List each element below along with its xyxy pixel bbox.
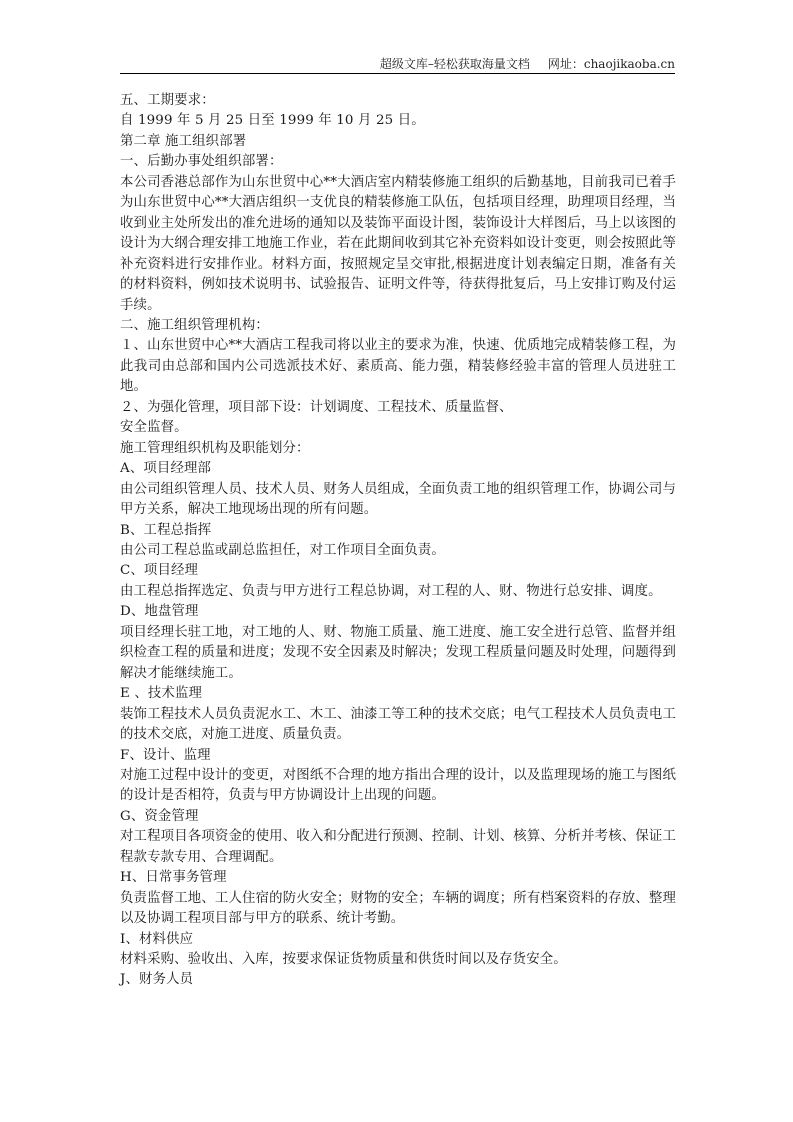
org-functions-heading: 施工管理组织机构及职能划分： [120,440,310,456]
org-item-2: ２、为强化管理，项目部下设：计划调度、工程技术、质量监督、 [120,399,513,415]
role-heading-f: F、设计、监理 [120,747,211,763]
role-desc-i: 材料采购、验收出、入库，按要求保证货物质量和供货时间以及存货安全。 [120,952,567,968]
role-desc-c: 由工程总指挥选定、负责与甲方进行工程总协调，对工程的人、财、物进行总安排、调度。 [120,583,662,599]
org-item-2-continued: 安全监督。 [120,420,188,436]
role-desc-b: 由公司工程总监或副总监担任，对工作项目全面负责。 [120,542,445,558]
section-heading-schedule: 五、工期要求： [120,93,215,108]
role-heading-j: J、财务人员 [120,972,194,988]
role-desc-g: 对工程项目各项资金的使用、收入和分配进行预测、控制、计划、核算、分析并考核、保证工程款专款专用、合理调配。 [120,829,676,865]
role-heading-d: D、地盘管理 [120,604,199,620]
chapter-title: 第二章 施工组织部署 [120,133,247,149]
role-desc-d: 项目经理长驻工地，对工地的人、财、物施工质量、施工进度、施工安全进行总管、监督并组织检查工程的质量和进度；发现不安全因素及时解决；发现工程质量问题及时处理，问题得到解决才能继续施工。 [120,624,676,681]
site-url[interactable]: chaojikaoba.cn [583,57,675,71]
url-label: 网址： [547,57,584,71]
role-desc-e: 装饰工程技术人员负责泥水工、木工、油漆工等工种的技术交底；电气工程技术人员负责电工的技术交底，对施工进度、质量负责。 [120,706,676,743]
section-heading-logistics: 一、后勤办事处组织部署： [120,154,283,170]
org-item-1: １、山东世贸中心**大酒店工程我司将以业主的要求为准，快速、优质地完成精装修工程，为此我司由总部和国内公司选派技术好、素质高、能力强，精装修经验丰富的管理人员进驻工地。 [120,338,676,395]
page-header [120,56,675,72]
document-body [120,91,676,991]
role-heading-a: A、项目经理部 [120,461,212,477]
role-desc-f: 对施工过程中设计的变更，对图纸不合理的地方指出合理的设计，以及监理现场的施工与图纸的设计是否相符，负责与甲方协调设计上出现的问题。 [120,767,676,804]
role-heading-c: C、项目经理 [120,563,199,579]
logistics-paragraph: 本公司香港总部作为山东世贸中心**大酒店室内精装修施工组织的后勤基地，目前我司已着手为山东世贸中心**大酒店组织一支优良的精装修施工队伍，包括项目经理，助理项目经理，当收到业主处所发出的准允进场的通知以及装饰平面设计图，装饰设计大样图后，马上以该图的设计为大纲合理安排工地施工作业，若在此期间收到其它补充资料如设计变更，则会按照此等补充资料进行安排作业。材料方面，按照规定呈交审批,根据进度计划表编定日期，准备有关的材料资料，例如技术说明书、试验报告、证明文件等，待获得批复后，马上安排订购及付运手续。 [120,174,676,313]
schedule-dates: 自 1999 年 5 月 25 日至 1999 年 10 月 25 日。 [120,113,425,129]
role-desc-a: 由公司组织管理人员、技术人员、财务人员组成，全面负责工地的组织管理工作，协调公司与甲方关系，解决工地现场出现的所有问题。 [120,481,676,518]
role-heading-h: H、日常事务管理 [120,870,227,886]
role-heading-i: I、材料供应 [120,931,194,947]
header-divider [120,73,675,74]
role-heading-b: B、工程总指挥 [120,522,212,538]
site-slogan: 超级文库–轻松获取海量文档 [379,57,530,71]
role-heading-e: E 、技术监理 [120,686,203,702]
section-heading-org: 二、施工组织管理机构： [120,317,269,333]
role-desc-h: 负责监督工地、工人住宿的防火安全；财物的安全；车辆的调度；所有档案资料的存放、整理以及协调工程项目部与甲方的联系、统计考勤。 [120,890,676,927]
role-heading-g: G、资金管理 [120,808,199,824]
